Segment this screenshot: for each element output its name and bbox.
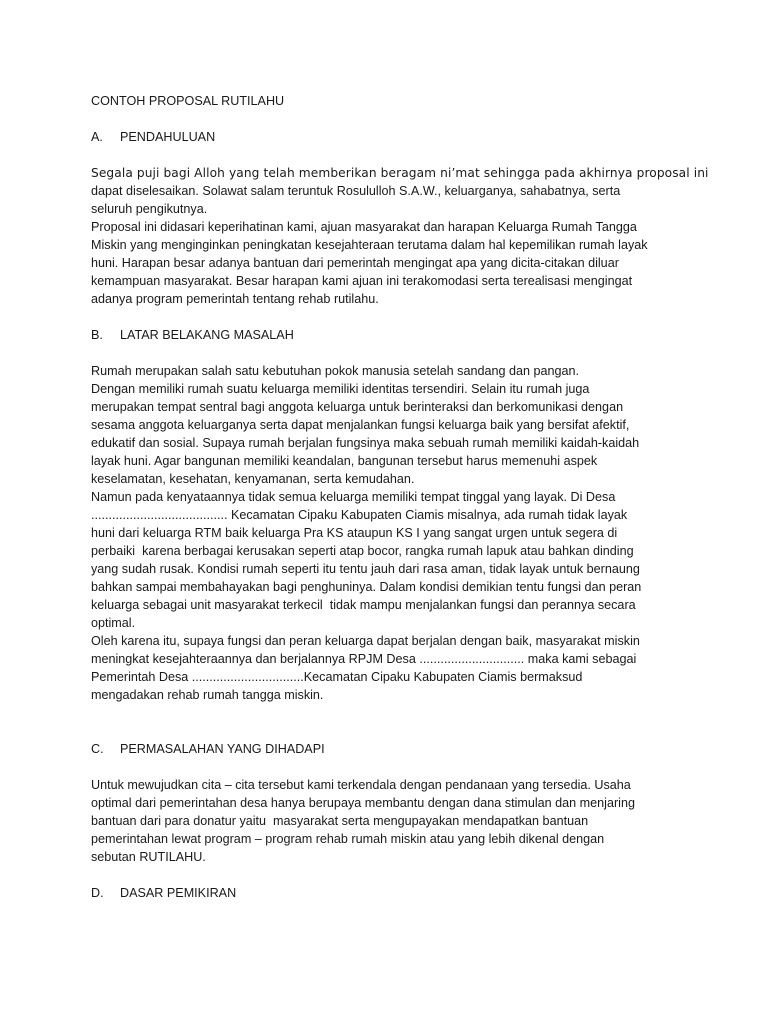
paragraph-line: adanya program pemerintah tentang rehab rutilahu. (91, 292, 379, 306)
section-title: DASAR PEMIKIRAN (120, 886, 237, 900)
paragraph-line: ....................................... Kecamatan Cipaku Kabupaten Ciamis misalnya, ada rumah tidak layak (91, 508, 628, 522)
section-title: LATAR BELAKANG MASALAH (120, 328, 294, 342)
section-number: C. (91, 742, 104, 756)
section-heading-b (91, 326, 691, 344)
spacer (91, 866, 691, 884)
paragraph-line: keselamatan, kesehatan, kenyamanan, serta kemudahan. (91, 472, 415, 486)
paragraph-line: keluarga sebagai unit masyarakat terkecil tidak mampu menjalankan fungsi dan perannya secara (91, 598, 636, 612)
section-title: PERMASALAHAN YANG DIHADAPI (120, 742, 325, 756)
section-c-body (91, 776, 691, 866)
paragraph-line: sebutan RUTILAHU. (91, 850, 206, 864)
paragraph-line: edukatif dan sosial. Supaya rumah berjalan fungsinya maka sebuah rumah memiliki kaidah-kaidah (91, 436, 640, 450)
paragraph-line: sesama anggota keluarganya serta dapat menjalankan fungsi keluarga baik yang bersifat afektif, (91, 418, 630, 432)
paragraph-line: seluruh pengikutnya. (91, 202, 208, 216)
paragraph-line: optimal dari pemerintahan desa hanya berupaya membantu dengan dana stimulan dan menjaring (91, 796, 635, 810)
paragraph-line: huni dari keluarga RTM baik keluarga Pra KS ataupun KS I yang sangat urgen untuk segera di (91, 526, 618, 540)
paragraph-line: yang sudah rusak. Kondisi rumah seperti itu tentu jauh dari rasa aman, tidak layak untuk bernaung (91, 562, 640, 576)
paragraph-line: Proposal ini didasari keperihatinan kami, ajuan masyarakat dan harapan Keluarga Rumah Tangga (91, 220, 637, 234)
paragraph-line: bahkan sampai membahayakan bagi penghuninya. Dalam kondisi demikian tentu fungsi dan peran (91, 580, 642, 594)
section-heading-d (91, 884, 691, 902)
paragraph-line: Miskin yang menginginkan peningkatan kesejahteraan terutama dalam hal kepemilikan rumah layak (91, 238, 648, 252)
section-a-body (91, 164, 709, 308)
paragraph-line: Pemerintah Desa ................................Kecamatan Cipaku Kabupaten Ciamis bermaksud (91, 670, 583, 684)
paragraph-line: pemerintahan lewat program – program rehab rumah miskin atau yang lebih dikenal dengan (91, 832, 605, 846)
paragraph-line: Rumah merupakan salah satu kebutuhan pokok manusia setelah sandang dan pangan. (91, 364, 580, 378)
paragraph-line: meningkat kesejahteraannya dan berjalannya RPJM Desa .............................. maka kami sebagai (91, 652, 637, 666)
document-title: CONTOH PROPOSAL RUTILAHU (91, 94, 285, 108)
document-content (91, 92, 709, 920)
section-heading-c (91, 740, 691, 758)
section-number: D. (91, 886, 104, 900)
paragraph-line: Dengan memiliki rumah suatu keluarga memiliki identitas tersendiri. Selain itu rumah juga (91, 382, 590, 396)
section-b-body (91, 362, 691, 704)
paragraph-line: Untuk mewujudkan cita – cita tersebut kami terkendala dengan pendanaan yang tersedia. Usaha (91, 778, 631, 792)
paragraph-line: Segala puji bagi Alloh yang telah memberikan beragam ni’mat sehingga pada akhirnya proposal ini (91, 166, 709, 180)
spacer (91, 308, 691, 326)
paragraph-line: bantuan dari para donatur yaitu masyarakat serta mengupayakan mendapatkan bantuan (91, 814, 589, 828)
section-number: A. (91, 130, 103, 144)
paragraph-line: optimal. (91, 616, 136, 630)
paragraph-line: Oleh karena itu, supaya fungsi dan peran keluarga dapat berjalan dengan baik, masyarakat miskin (91, 634, 640, 648)
paragraph-line: merupakan tempat sentral bagi anggota keluarga untuk berinteraksi dan berkomunikasi dengan (91, 400, 624, 414)
paragraph-line: Namun pada kenyataannya tidak semua keluarga memiliki tempat tinggal yang layak. Di Desa (91, 490, 616, 504)
paragraph-line: dapat diselesaikan. Solawat salam teruntuk Rosululloh S.A.W., keluarganya, sahabatnya, serta (91, 184, 621, 198)
paragraph-line: kemampuan masyarakat. Besar harapan kami ajuan ini terakomodasi serta terealisasi mengingat (91, 274, 633, 288)
section-number: B. (91, 328, 103, 342)
paragraph-line: mengadakan rehab rumah tangga miskin. (91, 688, 324, 702)
section-title: PENDAHULUAN (120, 130, 216, 144)
section-heading-a (91, 128, 691, 146)
paragraph-line: huni. Harapan besar adanya bantuan dari pemerintah mengingat apa yang dicita-citakan diluar (91, 256, 619, 270)
paragraph-line: perbaiki karena berbagai kerusakan seperti atap bocor, rangka rumah lapuk atau bahkan dinding (91, 544, 634, 558)
paragraph-line: layak huni. Agar bangunan memiliki keandalan, bangunan tersebut harus memenuhi aspek (91, 454, 598, 468)
spacer (91, 704, 691, 740)
